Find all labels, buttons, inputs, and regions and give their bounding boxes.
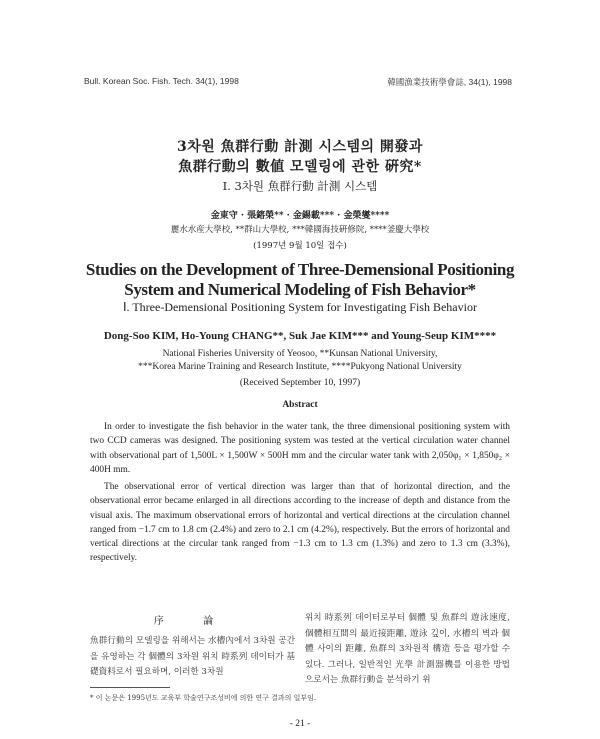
english-title-line1: Studies on the Development of Three-Demensional Positioning <box>85 260 515 279</box>
footnote-divider <box>90 687 170 688</box>
english-subtitle: Ⅰ. Three-Demensional Positioning System for Investigating Fish Behavior <box>123 300 477 314</box>
english-title-line2: System and Numerical Modeling of Fish Behavior* <box>124 280 476 299</box>
korean-title-line2: 魚群行動의 數値 모델링에 관한 硏究* <box>178 159 422 175</box>
korean-authors: 金東守 · 張鎔榮** · 金錫載*** · 金榮燮**** <box>210 211 390 221</box>
korean-subtitle: Ⅰ. 3차원 魚群行動 計測 시스템 <box>222 179 378 193</box>
abstract-paragraph-2: The observational error of vertical direction was larger than that of horizontal direction, and the observational error became enlarged in all directions according to the increase of depth and distance from the visual axis. The maximum observational errors of horizontal and vertical directions at the circulation channel ranged from −1.7 cm to 1.8 cm (2.4%) and zero to 2.1 cm (4.2%), respectively. But the errors of horizontal and vertical directions at the circular tank ranged from −1.3 cm to 1.3 cm (1.3%) and zero to 1.3 cm (3.3%), respectively. <box>90 482 510 564</box>
english-authors: Dong-Soo KIM, Ho-Young CHANG**, Suk Jae KIM*** and Young-Seup KIM**** <box>103 330 497 342</box>
abstract-heading: Abstract <box>282 400 318 410</box>
introduction-heading: 序 論 <box>153 616 232 627</box>
korean-title-line1: 3차원 魚群行動 計測 시스템의 開發과 <box>177 139 423 155</box>
footnote: * 이 논문은 1995년도 교육부 학술연구조성비에 의한 연구 결과의 일부임. <box>90 694 317 702</box>
body-right-column: 위치 時系列 데이터로부터 個體 및 魚群의 遊泳速度, 個體相互間의 最近接距離, 遊泳 깊이, 水槽의 벽과 個體 사이의 距離, 魚群의 3차원적 構造 등을 평가할 수 있다. 그러나, 일반적인 光學 計測器機를 이용한 방법으로서는 魚群行動을 분석하기 위 <box>305 613 510 685</box>
english-affiliations-line1: National Fisheries University of Yeosoo, **Kunsan National University, <box>162 349 438 359</box>
english-affiliations-line2: ***Korea Marine Training and Research Institute, ****Pukyong National University <box>138 362 462 372</box>
body-left-column: 魚群行動의 모델링을 위해서는 水槽內에서 3차원 공간을 유영하는 각 個體의 3차원 위치 時系列 데이터가 基礎資料로서 필요하며, 이러한 3차원 <box>90 636 295 677</box>
abstract-paragraph-1: In order to investigate the fish behavior in the water tank, the three dimensional positioning system with two CCD cameras was designed. The positioning system was tested at the vertical circulation water channel with observational part of 1,500L × 1,500W × 500H mm and the circular water tank with 2,050φ₁ × 1,850φ₂ × 400H mm. <box>90 422 510 475</box>
header-citation-korean: 韓國漁業技術學會誌, 34(1), 1998 <box>387 77 512 87</box>
korean-affiliations: 麗水水産大學校, **群山大學校, ***韓國海技硏修院, ****釜慶大學校 <box>170 225 430 235</box>
page-number: - 21 - <box>289 719 311 729</box>
english-received-date: (Received September 10, 1997) <box>239 378 361 388</box>
header-citation-english: Bull. Korean Soc. Fish. Tech. 34(1), 1998 <box>84 76 239 86</box>
korean-received-date: (1997년 9월 10일 접수) <box>253 241 347 251</box>
